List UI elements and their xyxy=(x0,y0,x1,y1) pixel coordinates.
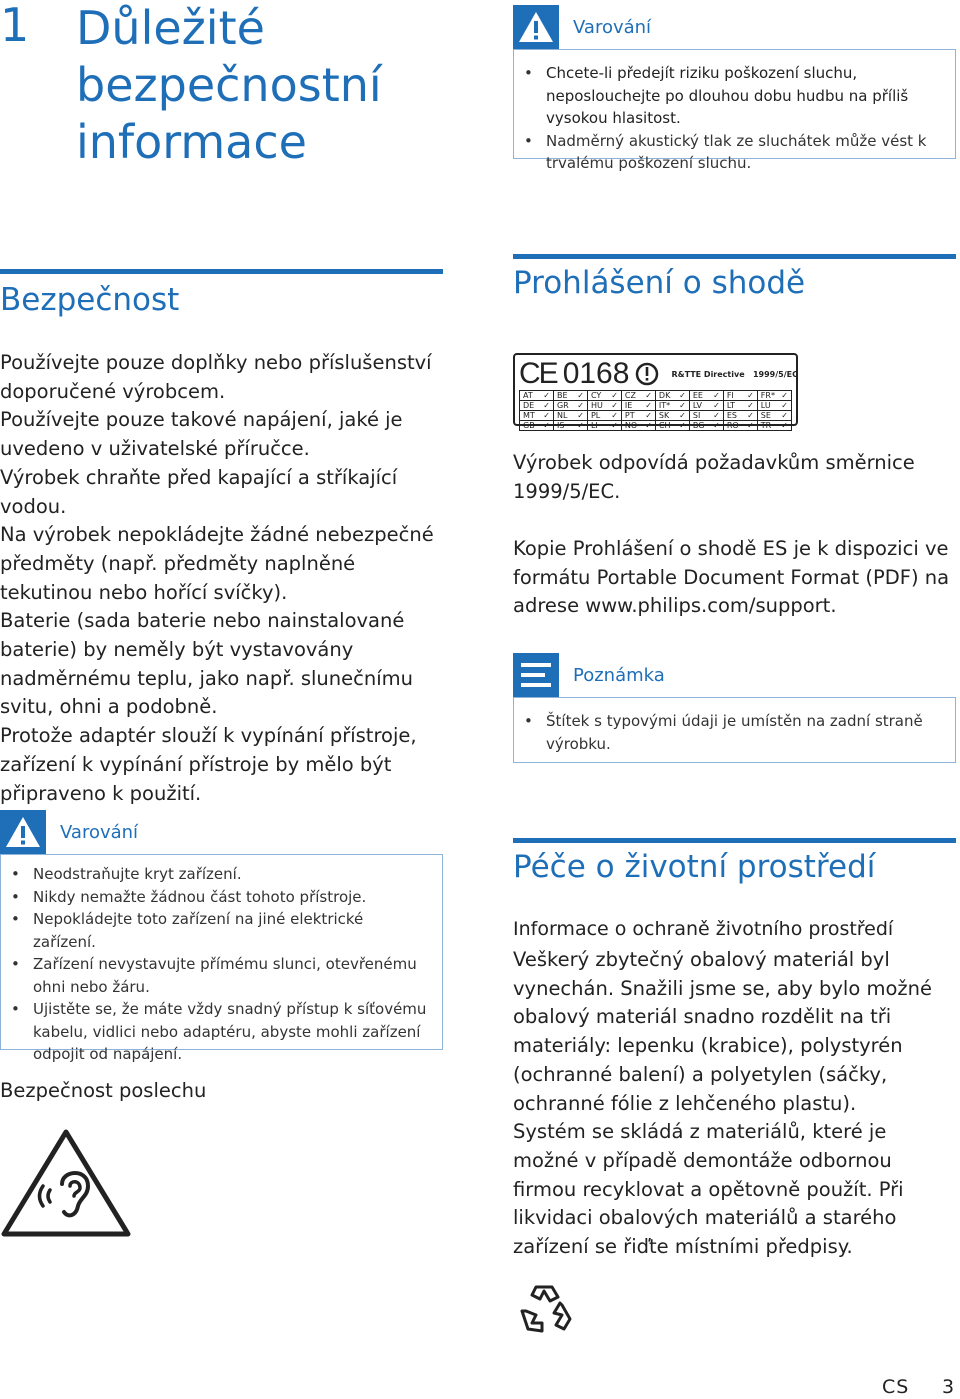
check-icon: ✓ xyxy=(577,401,584,410)
check-icon: ✓ xyxy=(577,391,584,400)
country-cell xyxy=(655,411,689,421)
country-code: IT* xyxy=(658,401,671,410)
country-code: BE xyxy=(556,391,568,400)
note-content xyxy=(513,697,956,763)
check-icon: ✓ xyxy=(645,401,652,410)
warning-header xyxy=(513,5,956,49)
country-code: LV xyxy=(692,401,702,410)
check-icon: ✓ xyxy=(781,391,788,400)
safety-paragraph: Baterie (sada baterie nebo nainstalované baterie) by neměly být vystavovány nadměrnému teplu, jako např. slunečnímu svitu, ohni a podobně. xyxy=(0,609,414,719)
country-cell xyxy=(655,391,689,401)
country-cell xyxy=(520,401,554,411)
ce-conformity-label xyxy=(513,353,798,430)
warning-item: • Zařízení nevystavujte přímému slunci, otevřenému ohni nebo žáru. xyxy=(1,953,430,998)
check-icon: ✓ xyxy=(577,411,584,420)
note-list xyxy=(514,710,943,755)
check-icon: ✓ xyxy=(713,421,720,430)
check-icon: ✓ xyxy=(747,421,754,430)
footer-language: CS xyxy=(882,1376,910,1398)
ce-notified-body-number: 0168 xyxy=(562,357,630,390)
country-code: PL xyxy=(590,411,601,420)
country-cell xyxy=(689,391,723,401)
country-code: FI xyxy=(726,391,734,400)
alert-circle-icon xyxy=(635,362,659,386)
check-icon: ✓ xyxy=(645,411,652,420)
country-code: NO xyxy=(624,421,638,430)
warning-item: • Nepokládejte toto zařízení na jiné elektrické zařízení. xyxy=(1,908,430,953)
country-cell xyxy=(553,401,587,411)
directive-label: R&TTE Directive 1999/5/EC xyxy=(671,369,798,379)
safety-paragraph: Používejte pouze takové napájení, jaké je uvedeno v uživatelské příručce. xyxy=(0,408,403,461)
country-cell xyxy=(723,421,757,431)
country-code: FR* xyxy=(760,391,775,400)
country-cell xyxy=(723,391,757,401)
country-row xyxy=(520,411,792,421)
check-icon: ✓ xyxy=(747,401,754,410)
country-code: AT xyxy=(523,391,533,400)
check-icon: ✓ xyxy=(781,421,788,430)
check-icon: ✓ xyxy=(543,391,550,400)
environment-paragraph: Systém se skládá z materiálů, které je možné v případě demontáže odbornou firmou recyklovat a opětovně použít. Při likvidaci obalových materiálů a starého zařízení se řiďte místními předpisy. xyxy=(513,1120,904,1259)
country-cell xyxy=(520,391,554,401)
country-cell xyxy=(757,411,791,421)
warning-list xyxy=(514,62,943,175)
country-cell xyxy=(757,421,791,431)
warning-item: • Nadměrný akustický tlak ze sluchátek může vést k trvalému poškození sluchu. xyxy=(514,130,943,175)
check-icon: ✓ xyxy=(781,411,788,420)
country-code: LU xyxy=(760,401,771,410)
country-cell xyxy=(553,411,587,421)
warning-box-top xyxy=(513,5,956,172)
note-item: • Štítek s typovými údaji je umístěn na zadní straně výrobku. xyxy=(514,710,943,755)
chapter-number: 1 xyxy=(0,0,30,52)
warning-triangle-icon xyxy=(513,5,559,49)
country-code: LT xyxy=(726,401,736,410)
check-icon: ✓ xyxy=(645,391,652,400)
country-code: ES xyxy=(726,411,737,420)
recycle-icon xyxy=(514,1281,574,1343)
safety-paragraph: Používejte pouze doplňky nebo příslušenství doporučené výrobcem. xyxy=(0,351,432,403)
country-code: IE xyxy=(624,401,633,410)
country-code: IS xyxy=(556,421,565,430)
warning-triangle-icon xyxy=(0,810,46,854)
check-icon: ✓ xyxy=(543,421,550,430)
safety-paragraph: Výrobek chraňte před kapající a stříkající vodou. xyxy=(0,465,398,518)
country-grid xyxy=(519,390,792,431)
footer-page-number: 3 xyxy=(942,1376,955,1398)
environment-paragraph: Veškerý zbytečný obalový materiál byl vynechán. Snažili jsme se, aby bylo možné obalový materiál snadno rozdělit na tři materiály: lepenku (krabice), polystyrén (ochranné balení) a polyetylen (sáčky, ochranné fólie z lehčeného plastu). xyxy=(513,948,932,1115)
note-box xyxy=(513,653,956,763)
country-code: SE xyxy=(760,411,771,420)
check-icon: ✓ xyxy=(747,391,754,400)
hearing-warning-icon xyxy=(0,1128,132,1242)
check-icon: ✓ xyxy=(747,411,754,420)
country-cell xyxy=(689,421,723,431)
section-title-declaration: Prohlášení o shodě xyxy=(513,265,806,301)
country-code: DE xyxy=(523,401,535,410)
warning-label: Varování xyxy=(60,821,139,843)
chapter-title-line: Důležité xyxy=(76,1,265,55)
country-code: BG xyxy=(692,421,705,430)
section-rule xyxy=(0,269,443,274)
check-icon: ✓ xyxy=(611,421,618,430)
country-code: DK xyxy=(658,391,671,400)
ce-mark: CE xyxy=(519,357,557,390)
country-cell xyxy=(621,411,655,421)
country-cell xyxy=(587,411,621,421)
country-code: NL xyxy=(556,411,568,420)
country-code: TR xyxy=(760,421,772,430)
warning-box-bottom xyxy=(0,810,443,1063)
check-icon: ✓ xyxy=(781,401,788,410)
warning-item: • Neodstraňujte kryt zařízení. xyxy=(1,863,430,886)
check-icon: ✓ xyxy=(543,401,550,410)
check-icon: ✓ xyxy=(577,421,584,430)
country-cell xyxy=(723,411,757,421)
country-cell xyxy=(587,401,621,411)
country-code: CY xyxy=(590,391,602,400)
section-rule xyxy=(513,254,956,259)
check-icon: ✓ xyxy=(679,411,686,420)
country-cell xyxy=(655,421,689,431)
declaration-text-1: Výrobek odpovídá požadavkům směrnice 1999/5/EC. xyxy=(513,451,915,503)
warning-label: Varování xyxy=(573,16,652,38)
country-cell xyxy=(757,401,791,411)
warning-item: • Ujistěte se, že máte vždy snadný přístup k síťovému kabelu, vidlici nebo adaptéru, abyste mohli zařízení odpojit od napájení. xyxy=(1,998,430,1066)
country-cell xyxy=(553,391,587,401)
country-cell xyxy=(621,391,655,401)
country-cell xyxy=(587,391,621,401)
check-icon: ✓ xyxy=(713,401,720,410)
safety-paragraph: Protože adaptér slouží k vypínání přístroje, zařízení k vypínání přístroje by mělo být připraveno k použití. xyxy=(0,724,417,805)
note-label: Poznámka xyxy=(573,664,665,686)
chapter-title xyxy=(76,0,416,171)
note-header xyxy=(513,653,956,697)
country-row xyxy=(520,391,792,401)
country-code: RO xyxy=(726,421,739,430)
check-icon: ✓ xyxy=(611,401,618,410)
warning-content xyxy=(0,854,443,1063)
country-cell xyxy=(689,411,723,421)
country-cell xyxy=(723,401,757,411)
country-cell xyxy=(689,401,723,411)
country-cell xyxy=(757,391,791,401)
environment-text xyxy=(513,946,958,1262)
country-code: PT xyxy=(624,411,635,420)
check-icon: ✓ xyxy=(713,391,720,400)
warning-header xyxy=(0,810,443,854)
country-row xyxy=(520,421,792,431)
section-rule xyxy=(513,838,956,843)
country-cell xyxy=(520,411,554,421)
note-lines-icon xyxy=(513,653,559,697)
country-row xyxy=(520,401,792,411)
country-code: MT xyxy=(523,411,535,420)
check-icon: ✓ xyxy=(679,391,686,400)
country-cell xyxy=(553,421,587,431)
check-icon: ✓ xyxy=(611,411,618,420)
safety-text xyxy=(0,349,445,808)
country-code: GB xyxy=(523,421,535,430)
check-icon: ✓ xyxy=(543,411,550,420)
chapter-title-line: informace xyxy=(76,115,307,169)
country-code: GR xyxy=(556,401,569,410)
country-code: CZ xyxy=(624,391,636,400)
country-code: SK xyxy=(658,411,670,420)
declaration-text-2: Kopie Prohlášení o shodě ES je k dispozici ve formátu Portable Document Format (PDF) na adrese www.philips.com/support. xyxy=(513,537,950,618)
check-icon: ✓ xyxy=(645,421,652,430)
environment-subtitle: Informace o ochraně životního prostředí xyxy=(513,918,894,940)
country-cell xyxy=(621,401,655,411)
chapter-title-line: bezpečnostní xyxy=(76,58,382,112)
hearing-safety-title: Bezpečnost poslechu xyxy=(0,1079,207,1102)
warning-item: • Chcete-li předejít riziku poškození sluchu, neposlouchejte po dlouhou dobu hudbu na příliš vysokou hlasitost. xyxy=(514,62,943,130)
check-icon: ✓ xyxy=(611,391,618,400)
country-code: LI xyxy=(590,421,598,430)
safety-paragraph: Na výrobek nepokládejte žádné nebezpečné předměty (např. předměty naplněné tekutinou nebo hořící svíčky). xyxy=(0,523,434,604)
section-title-safety: Bezpečnost xyxy=(0,282,180,318)
country-code: HU xyxy=(590,401,603,410)
country-cell xyxy=(520,421,554,431)
country-code: SI xyxy=(692,411,701,420)
country-code: EE xyxy=(692,391,703,400)
warning-item: • Nikdy nemažte žádnou část tohoto přístroje. xyxy=(1,886,430,909)
check-icon: ✓ xyxy=(713,411,720,420)
check-icon: ✓ xyxy=(679,401,686,410)
check-icon: ✓ xyxy=(679,421,686,430)
country-code: CH xyxy=(658,421,671,430)
section-title-environment: Péče o životní prostředí xyxy=(513,849,876,885)
country-cell xyxy=(587,421,621,431)
warning-list xyxy=(1,863,430,1066)
country-cell xyxy=(621,421,655,431)
country-cell xyxy=(655,401,689,411)
warning-content xyxy=(513,49,956,172)
